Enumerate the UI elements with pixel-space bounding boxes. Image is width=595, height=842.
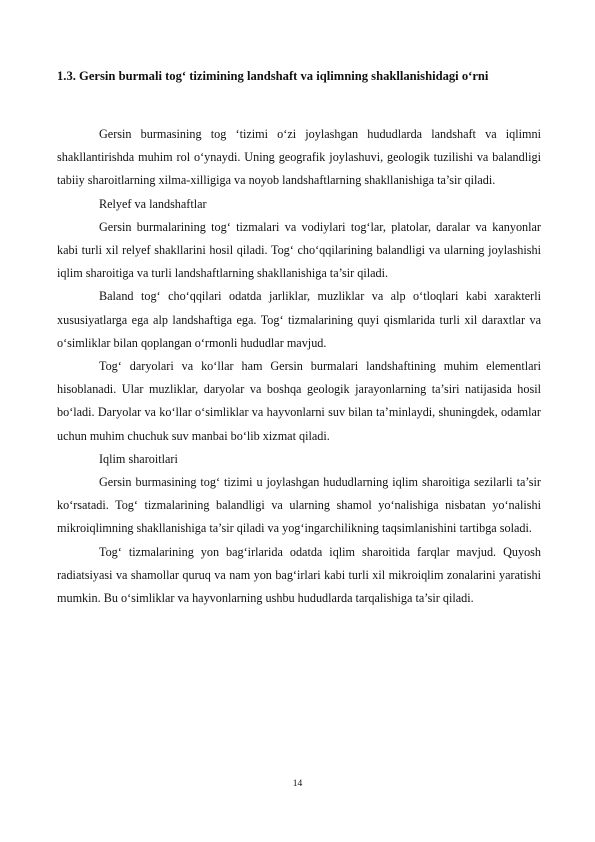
body-text [57,123,541,610]
subheading-relief: Relyef va landshaftlar [99,196,207,211]
paragraph-relief-forms: Gersin burmalarining tog‘ tizmalari va vodiylari tog‘lar, platolar, daralar va kanyonlar kabi turli xil relyef shakllarini hosil qiladi. Tog‘ cho‘qqilarining balandligi va ularning joylashishi iqlim sharoitiga va turli landshaftlarning shakllanishiga ta’sir qiladi. [57,219,541,281]
section-heading: 1.3. Gersin burmali tog‘ tizimining landshaft va iqlimning shakllanishidagi o‘rni [57,69,489,83]
paragraph-alpine-landscape: Baland tog‘ cho‘qqilari odatda jarliklar, muzliklar va alp o‘tloqlari kabi xarakterli xususiyatlarga ega alp landshaftiga ega. Tog‘ tizmalarining quyi qismlarida turli xil daraxtlar va o‘simliklar bilan qoplangan o‘rmonli hududlar mavjud. [57,289,541,350]
paragraph-microclimate: Tog‘ tizmalarining yon bag‘irlarida odatda iqlim sharoitida farqlar mavjud. Quyosh radiatsiyasi va shamollar quruq va nam yon bag‘irlari kabi turli xil mikroiqlim zonalarini yaratishi mumkin. Bu o‘simliklar va hayvonlarning ushbu hududlarda tarqalishiga ta’sir qiladi. [57,544,541,606]
paragraph-rivers-lakes: Tog‘ daryolari va ko‘llar ham Gersin burmalari landshaftining muhim elementlari hisoblanadi. Ular muzliklar, daryolar va boshqa geologik jarayonlarning ta’siri natijasida hosil bo‘ladi. Daryolar va ko‘llar o‘simliklar va hayvonlarni suv bilan ta’minlaydi, shuningdek, odamlar uchun muhim chuchuk suv manbai bo‘lib xizmat qiladi. [57,359,541,443]
paragraph-intro: Gersin burmasining tog ‘tizimi o‘zi joylashgan hududlarda landshaft va iqlimni shakllantirishda muhim rol o‘ynaydi. Uning geografik joylashuvi, geologik tuzilishi va balandligi tabiiy sharoitlarning xilma-xilligiga va noyob landshaftlarning shakllanishiga ta’sir qiladi. [57,127,541,188]
page-number: 14 [292,779,303,789]
subheading-climate: Iqlim sharoitlari [99,451,178,466]
paragraph-climate-influence: Gersin burmasining tog‘ tizimi u joylashgan hududlarning iqlim sharoitiga sezilarli ta’sir ko‘rsatadi. Tog‘ tizmalarining balandligi va ularning shamol yo‘nalishiga nisbatan yo‘nalishi mikroiqlimning shakllanishiga ta’sir qiladi va yog‘ingarchilikning taqsimlanishini tartibga soladi. [57,475,541,536]
